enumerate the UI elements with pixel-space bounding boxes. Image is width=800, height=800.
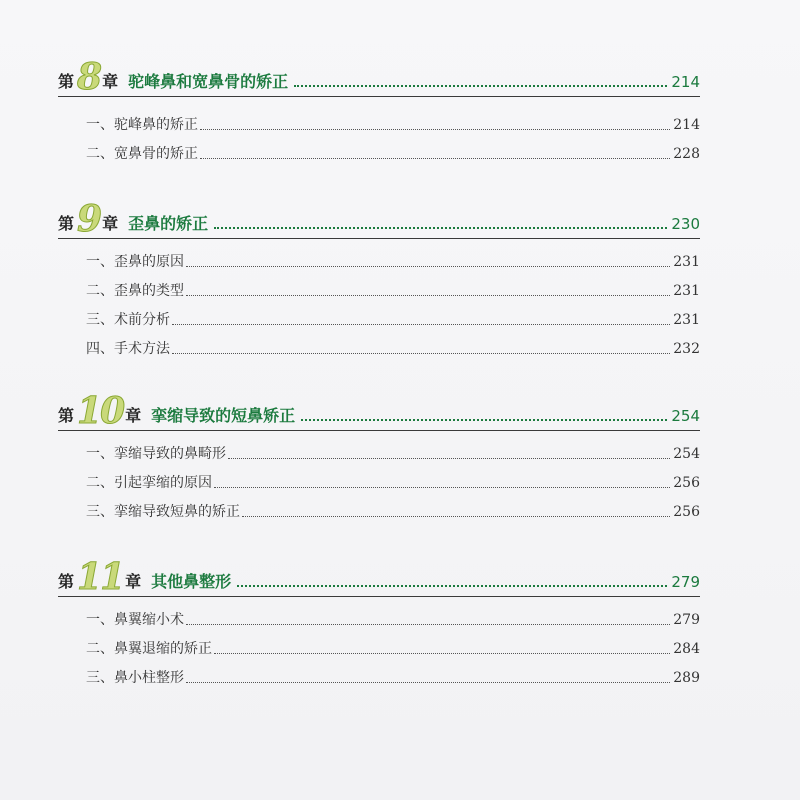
chapter-page-number: 254 bbox=[671, 407, 700, 425]
entry-page-number: 256 bbox=[673, 504, 700, 520]
section-list bbox=[58, 597, 700, 687]
entry-title: 一、挛缩导致的鼻畸形 bbox=[86, 446, 226, 462]
entry-title: 三、鼻小柱整形 bbox=[86, 670, 184, 686]
leader-dots bbox=[172, 353, 670, 354]
leader-dots bbox=[186, 266, 670, 267]
chapter-heading[interactable] bbox=[58, 392, 700, 431]
leader-dots bbox=[200, 158, 670, 159]
leader-dots bbox=[186, 624, 670, 625]
toc-entry[interactable] bbox=[86, 300, 700, 329]
entry-page-number: 284 bbox=[673, 641, 700, 657]
leader-dots bbox=[242, 516, 670, 517]
leader-dots bbox=[186, 682, 670, 683]
entry-title: 三、挛缩导致短鼻的矫正 bbox=[86, 504, 240, 520]
chapter-10 bbox=[58, 392, 700, 521]
chapter-suffix: 章 bbox=[125, 406, 142, 425]
leader-dots bbox=[214, 653, 670, 654]
chapter-heading[interactable] bbox=[58, 558, 700, 597]
leader-dots bbox=[214, 227, 667, 229]
chapter-title: 驼峰鼻和宽鼻骨的矫正 bbox=[128, 72, 289, 91]
toc-entry[interactable] bbox=[86, 463, 700, 492]
entry-page-number: 231 bbox=[673, 254, 700, 270]
entry-title: 二、鼻翼退缩的矫正 bbox=[86, 641, 212, 657]
entry-page-number: 289 bbox=[673, 670, 700, 686]
entry-title: 一、驼峰鼻的矫正 bbox=[86, 117, 198, 133]
leader-dots bbox=[214, 487, 670, 488]
toc-entry[interactable] bbox=[86, 242, 700, 271]
entry-page-number: 256 bbox=[673, 475, 700, 491]
entry-title: 二、歪鼻的类型 bbox=[86, 283, 184, 299]
leader-dots bbox=[172, 324, 670, 325]
leader-dots bbox=[301, 419, 667, 421]
toc-entry[interactable] bbox=[86, 134, 700, 163]
leader-dots bbox=[228, 458, 670, 459]
entry-page-number: 228 bbox=[673, 146, 700, 162]
entry-page-number: 231 bbox=[673, 283, 700, 299]
chapter-suffix: 章 bbox=[125, 572, 142, 591]
section-list bbox=[58, 97, 700, 163]
chapter-heading[interactable] bbox=[58, 200, 700, 239]
leader-dots bbox=[186, 295, 670, 296]
toc-entry[interactable] bbox=[86, 600, 700, 629]
chapter-page-number: 279 bbox=[671, 573, 700, 591]
toc-entry[interactable] bbox=[86, 105, 700, 134]
toc-entry[interactable] bbox=[86, 434, 700, 463]
entry-title: 二、宽鼻骨的矫正 bbox=[86, 146, 198, 162]
entry-page-number: 232 bbox=[673, 341, 700, 357]
chapter-number: 10 bbox=[77, 390, 124, 432]
toc-entry[interactable] bbox=[86, 329, 700, 358]
chapter-9 bbox=[58, 200, 700, 358]
chapter-11 bbox=[58, 558, 700, 687]
entry-page-number: 279 bbox=[673, 612, 700, 628]
chapter-heading[interactable] bbox=[58, 58, 700, 97]
toc-entry[interactable] bbox=[86, 658, 700, 687]
section-list bbox=[58, 239, 700, 358]
entry-title: 三、术前分析 bbox=[86, 312, 170, 328]
leader-dots bbox=[294, 85, 667, 87]
chapter-suffix: 章 bbox=[102, 214, 119, 233]
toc-entry[interactable] bbox=[86, 629, 700, 658]
chapter-number: 9 bbox=[77, 198, 101, 240]
leader-dots bbox=[237, 585, 667, 587]
leader-dots bbox=[200, 129, 670, 130]
chapter-page-number: 214 bbox=[671, 73, 700, 91]
chapter-page-number: 230 bbox=[671, 215, 700, 233]
chapter-number: 11 bbox=[77, 556, 124, 598]
entry-page-number: 254 bbox=[673, 446, 700, 462]
chapter-number: 8 bbox=[77, 56, 101, 98]
toc-entry[interactable] bbox=[86, 271, 700, 300]
chapter-prefix: 第 bbox=[58, 214, 75, 233]
toc-entry[interactable] bbox=[86, 492, 700, 521]
entry-title: 四、手术方法 bbox=[86, 341, 170, 357]
section-list bbox=[58, 431, 700, 521]
chapter-title: 歪鼻的矫正 bbox=[128, 214, 209, 233]
chapter-suffix: 章 bbox=[102, 72, 119, 91]
chapter-prefix: 第 bbox=[58, 572, 75, 591]
entry-title: 一、鼻翼缩小术 bbox=[86, 612, 184, 628]
chapter-prefix: 第 bbox=[58, 72, 75, 91]
entry-page-number: 231 bbox=[673, 312, 700, 328]
chapter-title: 其他鼻整形 bbox=[151, 572, 232, 591]
entry-title: 二、引起挛缩的原因 bbox=[86, 475, 212, 491]
chapter-8 bbox=[58, 58, 700, 163]
chapter-prefix: 第 bbox=[58, 406, 75, 425]
entry-page-number: 214 bbox=[673, 117, 700, 133]
chapter-title: 挛缩导致的短鼻矫正 bbox=[151, 406, 296, 425]
entry-title: 一、歪鼻的原因 bbox=[86, 254, 184, 270]
